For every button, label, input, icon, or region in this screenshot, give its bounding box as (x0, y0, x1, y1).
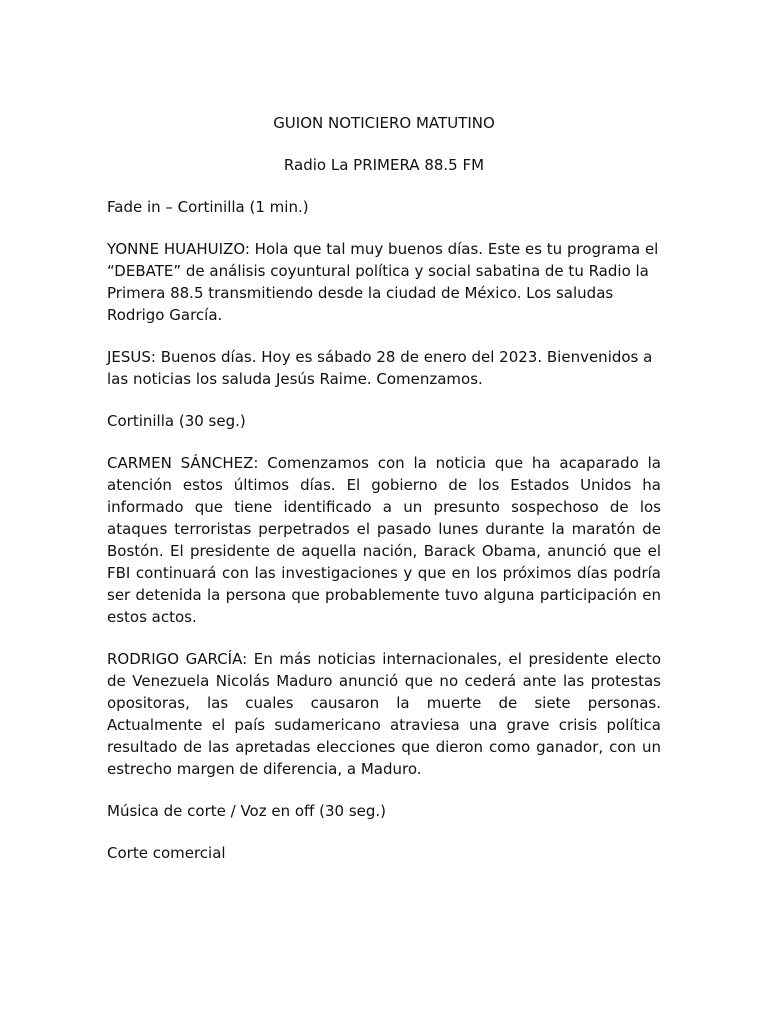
paragraph-musica: Música de corte / Voz en off (30 seg.) (107, 802, 387, 820)
paragraph-corte: Corte comercial (107, 844, 226, 862)
paragraph-fade-in: Fade in – Cortinilla (1 min.) (107, 198, 309, 216)
paragraph-carmen: CARMEN SÁNCHEZ: Comenzamos con la noticia que ha acaparado la atención estos últimos días. El gobierno de los Estados Unidos ha informado que tiene identificado a un presunto sospechoso de los ataques terroristas perpetrados el pasado lunes durante la maratón de Bostón. El presidente de aquella nación, Barack Obama, anunció que el FBI continuará con las investigaciones y que en los próximos días podría ser detenida la persona que probablemente tuvo alguna participación en estos actos. (107, 454, 661, 626)
paragraph-yonne: YONNE HUAHUIZO: Hola que tal muy buenos días. Este es tu programa el “DEBATE” de análisis coyuntural política y social sabatina de tu Radio la Primera 88.5 transmitiendo desde la ciudad de México. Los saludas Rodrigo García. (107, 240, 659, 324)
paragraph-rodrigo: RODRIGO GARCÍA: En más noticias internacionales, el presidente electo de Venezuela Nicolás Maduro anunció que no cederá ante las protestas opositoras, las cuales causaron la muerte de siete personas. Actualmente el país sudamericano atraviesa una grave crisis política resultado de las apretadas elecciones que dieron como ganador, con un estrecho margen de diferencia, a Maduro. (107, 650, 661, 778)
document-body (107, 112, 661, 884)
document-title: GUION NOTICIERO MATUTINO (273, 114, 495, 132)
paragraph-cortinilla: Cortinilla (30 seg.) (107, 412, 246, 430)
paragraph-jesus: JESUS: Buenos días. Hoy es sábado 28 de enero del 2023. Bienvenidos a las noticias los saluda Jesús Raime. Comenzamos. (107, 348, 653, 388)
station-subtitle: Radio La PRIMERA 88.5 FM (283, 156, 485, 174)
